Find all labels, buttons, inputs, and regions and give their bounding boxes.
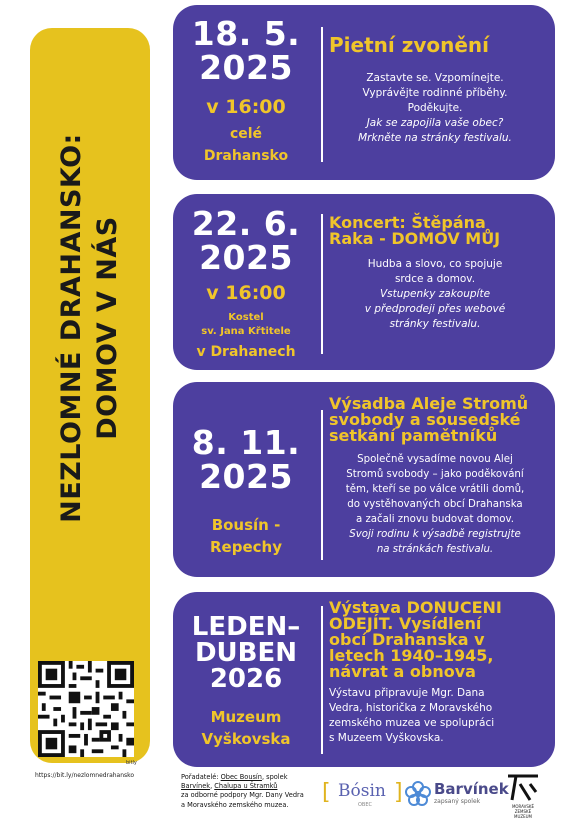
credits-line4: a Moravského zemského muzea.: [181, 800, 289, 809]
muzeum-line3: MUZEUM: [514, 814, 532, 819]
event-3-italic-line2: na stránkách festivalu.: [376, 544, 494, 555]
event-3-italic-line1: Svoji rodinu k výsadbě registrujte: [349, 529, 521, 540]
link-barvinek[interactable]: Barvínek: [181, 782, 211, 791]
event-1-when-where: [173, 5, 319, 180]
side-banner: [30, 28, 150, 779]
credits-line2: [181, 782, 321, 791]
event-3-body-line3: těm, kteří se po válce vrátili domů,: [345, 484, 525, 495]
flower-icon: [404, 780, 432, 808]
event-1-body-line1: Zastavte se. Vzpomínejte.: [366, 72, 504, 84]
event-1-details: [329, 35, 541, 146]
event-2-title-line1: Koncert: Štěpána: [329, 213, 486, 232]
event-1-italic-line1: Jak se zapojila vaše obec?: [366, 117, 504, 129]
event-1-title: Pietní zvonění: [329, 33, 490, 57]
event-1-location-line2: Drahansko: [203, 148, 289, 164]
event-4-title-line4: letech 1940–1945,: [329, 646, 494, 665]
divider-line: [321, 606, 323, 754]
muzeum-line1: MORAVSKÉ: [511, 804, 535, 809]
bracket-right-icon: ]: [394, 780, 403, 805]
event-2-italic-line1: Vstupenky zakoupíte: [379, 288, 491, 300]
event-3-location-line2: Repechy: [210, 538, 282, 556]
event-3-date-line1: 8. 11.: [191, 423, 301, 462]
event-3-title-line1: Výsadba Aleje Stromů: [329, 394, 529, 413]
poster-title: [54, 48, 126, 608]
barvinek-logo: [404, 778, 509, 810]
event-3-when-where: [173, 382, 319, 577]
event-3-body-line4: do vystěhovaných obcí Drahanska: [347, 499, 523, 510]
event-1-body-line3: Poděkujte.: [407, 102, 463, 114]
event-3-body-line2: Stromů svobody – jako poděkování: [346, 469, 524, 480]
event-card-3: [173, 382, 555, 577]
event-2-when-where: [173, 194, 319, 370]
event-3-location-line1: Bousín -: [211, 516, 281, 534]
credits-line3: za odborné podpory Mgr. Dany Vedra: [181, 791, 304, 800]
event-4-body-line4: s Muzeem Vyškovska.: [329, 732, 444, 744]
divider-line: [321, 27, 323, 162]
event-1-location-line1: celé: [229, 126, 263, 142]
credits-sep: ,: [210, 782, 215, 791]
muzeum-logo: [502, 772, 544, 822]
event-2-date-line1: 22. 6.: [191, 204, 301, 243]
event-2-italic-line3: stránky festivalu.: [389, 318, 481, 330]
bosin-logo-text: Bósin: [338, 781, 386, 801]
event-2-location-line1: Kostel: [228, 312, 264, 323]
event-3-date-line2: 2025: [199, 457, 293, 496]
event-4-title-line1: Výstava DONUCENI: [329, 598, 502, 617]
qr-code-icon[interactable]: [38, 661, 134, 757]
event-4-details: [329, 600, 541, 746]
event-1-description: [329, 71, 541, 146]
divider-line: [321, 214, 323, 354]
event-1-time: v 16:00: [206, 96, 286, 118]
event-4-body-line3: zemského muzea ve spolupráci: [329, 717, 495, 729]
event-4-location-line1: Muzeum: [210, 708, 282, 726]
muzeum-logo-text: [506, 804, 540, 819]
credits-line1: [181, 773, 321, 782]
event-2-body-line2: srdce a domov.: [394, 273, 476, 285]
event-card-2: [173, 194, 555, 370]
bosin-logo: [322, 780, 402, 810]
bracket-left-icon: [: [322, 780, 331, 805]
event-card-1: [173, 5, 555, 180]
bosin-logo-sub: OBEC: [358, 802, 373, 808]
poster-title-line2: DOMOV V NÁS: [92, 216, 123, 440]
event-3-title-line3: setkání pamětníků: [329, 426, 498, 445]
event-3-body-line1: Společně vysadíme novou Alej: [357, 454, 513, 465]
event-2-time: v 16:00: [206, 282, 286, 304]
event-4-date-line2: DUBEN: [194, 638, 298, 668]
organizers-credits: [181, 773, 321, 810]
event-3-description: [329, 452, 541, 557]
muzeum-emblem-icon: [506, 772, 540, 802]
event-3-body-line5: a začali znovu budovat domov.: [355, 514, 515, 525]
event-4-date-line1: LEDEN–: [191, 612, 301, 642]
event-3-title-line2: svobody a sousedské: [329, 410, 521, 429]
event-2-italic-line2: v předprodeji přes webové: [364, 303, 506, 315]
event-4-body-line2: Vedra, historička z Moravského: [329, 702, 493, 714]
event-1-body-line2: Vyprávějte rodinné příběhy.: [362, 87, 508, 99]
event-2-body-line1: Hudba a slovo, co spojuje: [367, 258, 503, 270]
event-4-when-where: [173, 592, 319, 767]
event-2-title-line2: Raka - DOMOV MŮJ: [329, 229, 501, 248]
credits-suffix: , spolek: [261, 773, 288, 781]
event-card-4: [173, 592, 555, 767]
barvinek-logo-text: Barvínek: [434, 780, 509, 798]
qr-url[interactable]: https://bit.ly/nezlomnedrahansko: [35, 772, 135, 779]
muzeum-line2: ZEMSKÉ: [514, 809, 532, 814]
link-obec-bousin[interactable]: Obec Bousín: [220, 773, 262, 781]
event-4-date-line3: 2026: [209, 664, 283, 694]
event-2-date-line2: 2025: [199, 238, 293, 277]
event-4-title-line5: návrat a obnova: [329, 662, 476, 681]
event-4-body-line1: Výstavu připravuje Mgr. Dana: [329, 687, 485, 699]
event-4-location-line2: Vyškovska: [201, 730, 291, 748]
event-1-date-line2: 2025: [199, 48, 293, 87]
event-1-date-line1: 18. 5.: [191, 14, 301, 53]
event-4-title-line2: ODEJÍT. Vysídlení: [329, 614, 482, 633]
event-2-location-line3: v Drahanech: [196, 344, 296, 360]
divider-line: [321, 410, 323, 560]
event-2-location-line2: sv. Jana Křtitele: [201, 326, 291, 337]
poster-title-line1: NEZLOMNÉ DRAHANSKO:: [56, 133, 87, 523]
event-2-description: [329, 257, 541, 332]
event-4-title-line3: obcí Drahanska v: [329, 630, 485, 649]
event-1-italic-line2: Mrkněte na stránky festivalu.: [358, 132, 512, 144]
barvinek-logo-sub: zapsaný spolek: [434, 798, 481, 805]
bitly-tag: bitly: [126, 760, 137, 766]
link-chalupa[interactable]: Chalupa u Štramků: [214, 782, 278, 791]
event-4-description: [329, 686, 541, 746]
credits-prefix: Pořadatelé:: [181, 773, 221, 781]
event-3-details: [329, 396, 541, 557]
event-2-details: [329, 215, 541, 332]
